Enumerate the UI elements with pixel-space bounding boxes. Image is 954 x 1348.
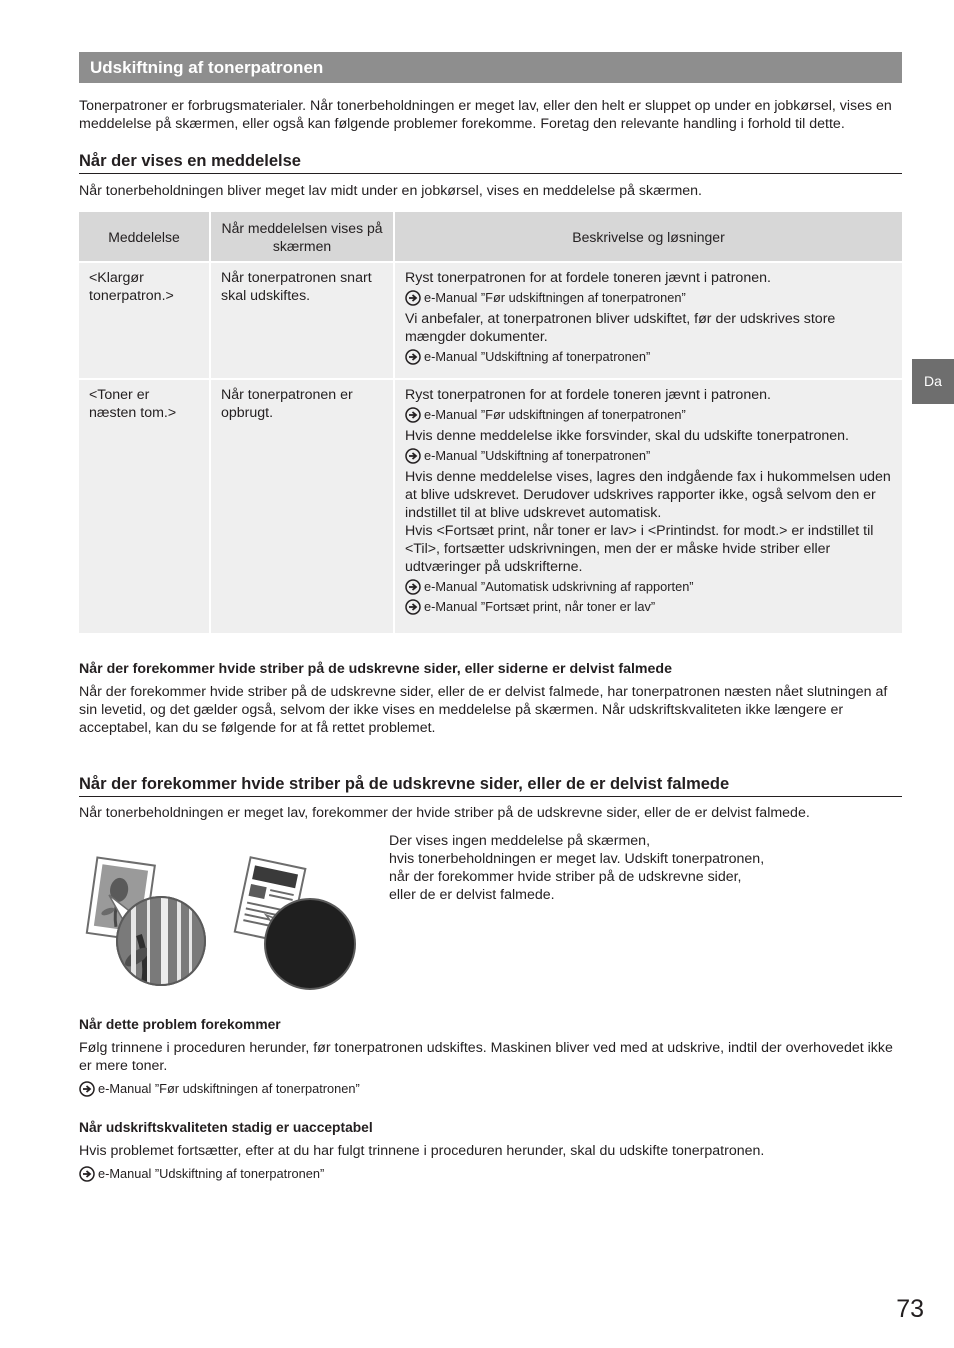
streak-description bbox=[389, 832, 849, 904]
manual-reference-label: e-Manual ”Før udskiftningen af tonerpatronen” bbox=[98, 1081, 360, 1096]
arrow-circle-icon bbox=[405, 448, 421, 464]
arrow-circle-icon bbox=[405, 349, 421, 365]
row-description bbox=[394, 379, 902, 633]
description-text: Ryst tonerpatronen for at fordele toneren jævnt i patronen. bbox=[405, 387, 771, 403]
manual-reference bbox=[79, 1166, 902, 1182]
arrow-circle-icon bbox=[79, 1166, 95, 1182]
streak-description-line: når der forekommer hvide striber på de udskrevne sider, bbox=[389, 869, 742, 885]
description-text: Hvis denne meddelelse ikke forsvinder, skal du udskifte tonerpatronen. bbox=[405, 428, 850, 444]
manual-reference bbox=[405, 599, 892, 615]
intro-text: Tonerpatroner er forbrugsmaterialer. Når tonerbeholdningen er meget lav, eller den helt er sluppet op under en jobkørsel, vises en meddelelse på skærmen, eller også kan følgende problemer forekomme. Foretag den relevante handling i forhold til dette. bbox=[79, 98, 892, 132]
manual-reference-label: e-Manual ”Før udskiftningen af tonerpatronen” bbox=[424, 290, 686, 305]
row-description bbox=[394, 262, 902, 379]
arrow-circle-icon bbox=[79, 1081, 95, 1097]
streak-note-text: Når der forekommer hvide striber på de udskrevne sider, eller de er delvist falmede, har tonerpatronen næsten nået slutningen af sin levetid, og det gælder også, selvom der ikke vises en meddelelse på skærmen. Når udskriftskvaliteten ikke længere er acceptabel, kan du se følgende for at få rettet problemet. bbox=[79, 684, 888, 736]
manual-reference-label: e-Manual ”Før udskiftningen af tonerpatronen” bbox=[424, 407, 686, 422]
description-text: Ryst tonerpatronen for at fordele toneren jævnt i patronen. bbox=[405, 270, 771, 286]
row-message: <Klargør tonerpatron.> bbox=[79, 262, 210, 379]
column-header-message: Meddelelse bbox=[79, 212, 210, 262]
streak-section-intro: Når tonerbeholdningen er meget lav, forekommer der hvide striber på de udskrevne sider, eller de er delvist falmede. bbox=[79, 805, 810, 821]
row-when: Når tonerpatronen er opbrugt. bbox=[210, 379, 394, 633]
faded-document-illustration bbox=[224, 855, 359, 995]
still-bad-text: Hvis problemet fortsætter, efter at du har fulgt trinnene i proceduren herunder, skal du udskifte tonerpatronen. bbox=[79, 1143, 765, 1159]
manual-reference-label: e-Manual ”Udskiftning af tonerpatronen” bbox=[98, 1166, 325, 1181]
row-message: <Toner er næsten tom.> bbox=[79, 379, 210, 633]
column-header-when: Når meddelelsen vises på skærmen bbox=[210, 212, 394, 262]
message-table bbox=[79, 212, 902, 633]
manual-reference bbox=[405, 407, 892, 423]
language-tab[interactable]: Da bbox=[912, 359, 954, 404]
message-section-intro: Når tonerbeholdningen bliver meget lav midt under en jobkørsel, vises en meddelelse på skærmen. bbox=[79, 183, 702, 199]
description-text: Hvis denne meddelelse vises, lagres den indgående fax i hukommelsen uden at blive udskrevet. Derudover udskrives rapporter ikke, også selvom den er indstillet til at blive udskrevet automatisk. bbox=[405, 469, 891, 521]
streak-note-heading: Når der forekommer hvide striber på de udskrevne sider, eller siderne er delvist falmede bbox=[79, 661, 672, 677]
manual-reference-label: e-Manual ”Udskiftning af tonerpatronen” bbox=[424, 448, 651, 463]
streak-description-line: eller de er delvist falmede. bbox=[389, 887, 555, 903]
description-text: Hvis <Fortsæt print, når toner er lav> i <Printindst. for modt.> er indstillet til <Til>, fortsætter udskrivningen, men der er måske hvide striber eller udtværinger på udskrifterne. bbox=[405, 523, 874, 575]
manual-reference bbox=[405, 349, 892, 365]
still-bad-heading: Når udskriftskvaliteten stadig er uacceptabel bbox=[79, 1120, 373, 1135]
table-row bbox=[79, 262, 902, 379]
manual-reference bbox=[405, 290, 892, 306]
streak-section-heading: Når der forekommer hvide striber på de udskrevne sider, eller de er delvist falmede bbox=[79, 774, 902, 797]
manual-reference-label: e-Manual ”Automatisk udskrivning af rapporten” bbox=[424, 579, 694, 594]
when-problem-text: Følg trinnene i proceduren herunder, før tonerpatronen udskiftes. Maskinen bliver ved med at udskrive, indtil der overhovedet ikke er mere toner. bbox=[79, 1040, 893, 1074]
arrow-circle-icon bbox=[405, 599, 421, 615]
streak-description-line: hvis tonerbeholdningen er meget lav. Udskift tonerpatronen, bbox=[389, 851, 765, 867]
arrow-circle-icon bbox=[405, 579, 421, 595]
arrow-circle-icon bbox=[405, 290, 421, 306]
section-title: Udskiftning af tonerpatronen bbox=[79, 52, 902, 83]
manual-reference bbox=[405, 579, 892, 595]
column-header-description: Beskrivelse og løsninger bbox=[394, 212, 902, 262]
table-row bbox=[79, 379, 902, 633]
manual-reference-label: e-Manual ”Fortsæt print, når toner er lav” bbox=[424, 599, 656, 614]
row-when: Når tonerpatronen snart skal udskiftes. bbox=[210, 262, 394, 379]
description-text: Vi anbefaler, at tonerpatronen bliver udskiftet, før der udskrives store mængder dokumenter. bbox=[405, 311, 836, 345]
table-header-row bbox=[79, 212, 902, 262]
faded-photo-illustration bbox=[79, 855, 209, 990]
manual-reference bbox=[405, 448, 892, 464]
manual-reference bbox=[79, 1081, 902, 1097]
streak-description-line: Der vises ingen meddelelse på skærmen, bbox=[389, 833, 651, 849]
when-problem-heading: Når dette problem forekommer bbox=[79, 1017, 281, 1032]
manual-reference-label: e-Manual ”Udskiftning af tonerpatronen” bbox=[424, 349, 651, 364]
message-section-heading: Når der vises en meddelelse bbox=[79, 151, 902, 174]
page-number: 73 bbox=[896, 1295, 924, 1323]
arrow-circle-icon bbox=[405, 407, 421, 423]
